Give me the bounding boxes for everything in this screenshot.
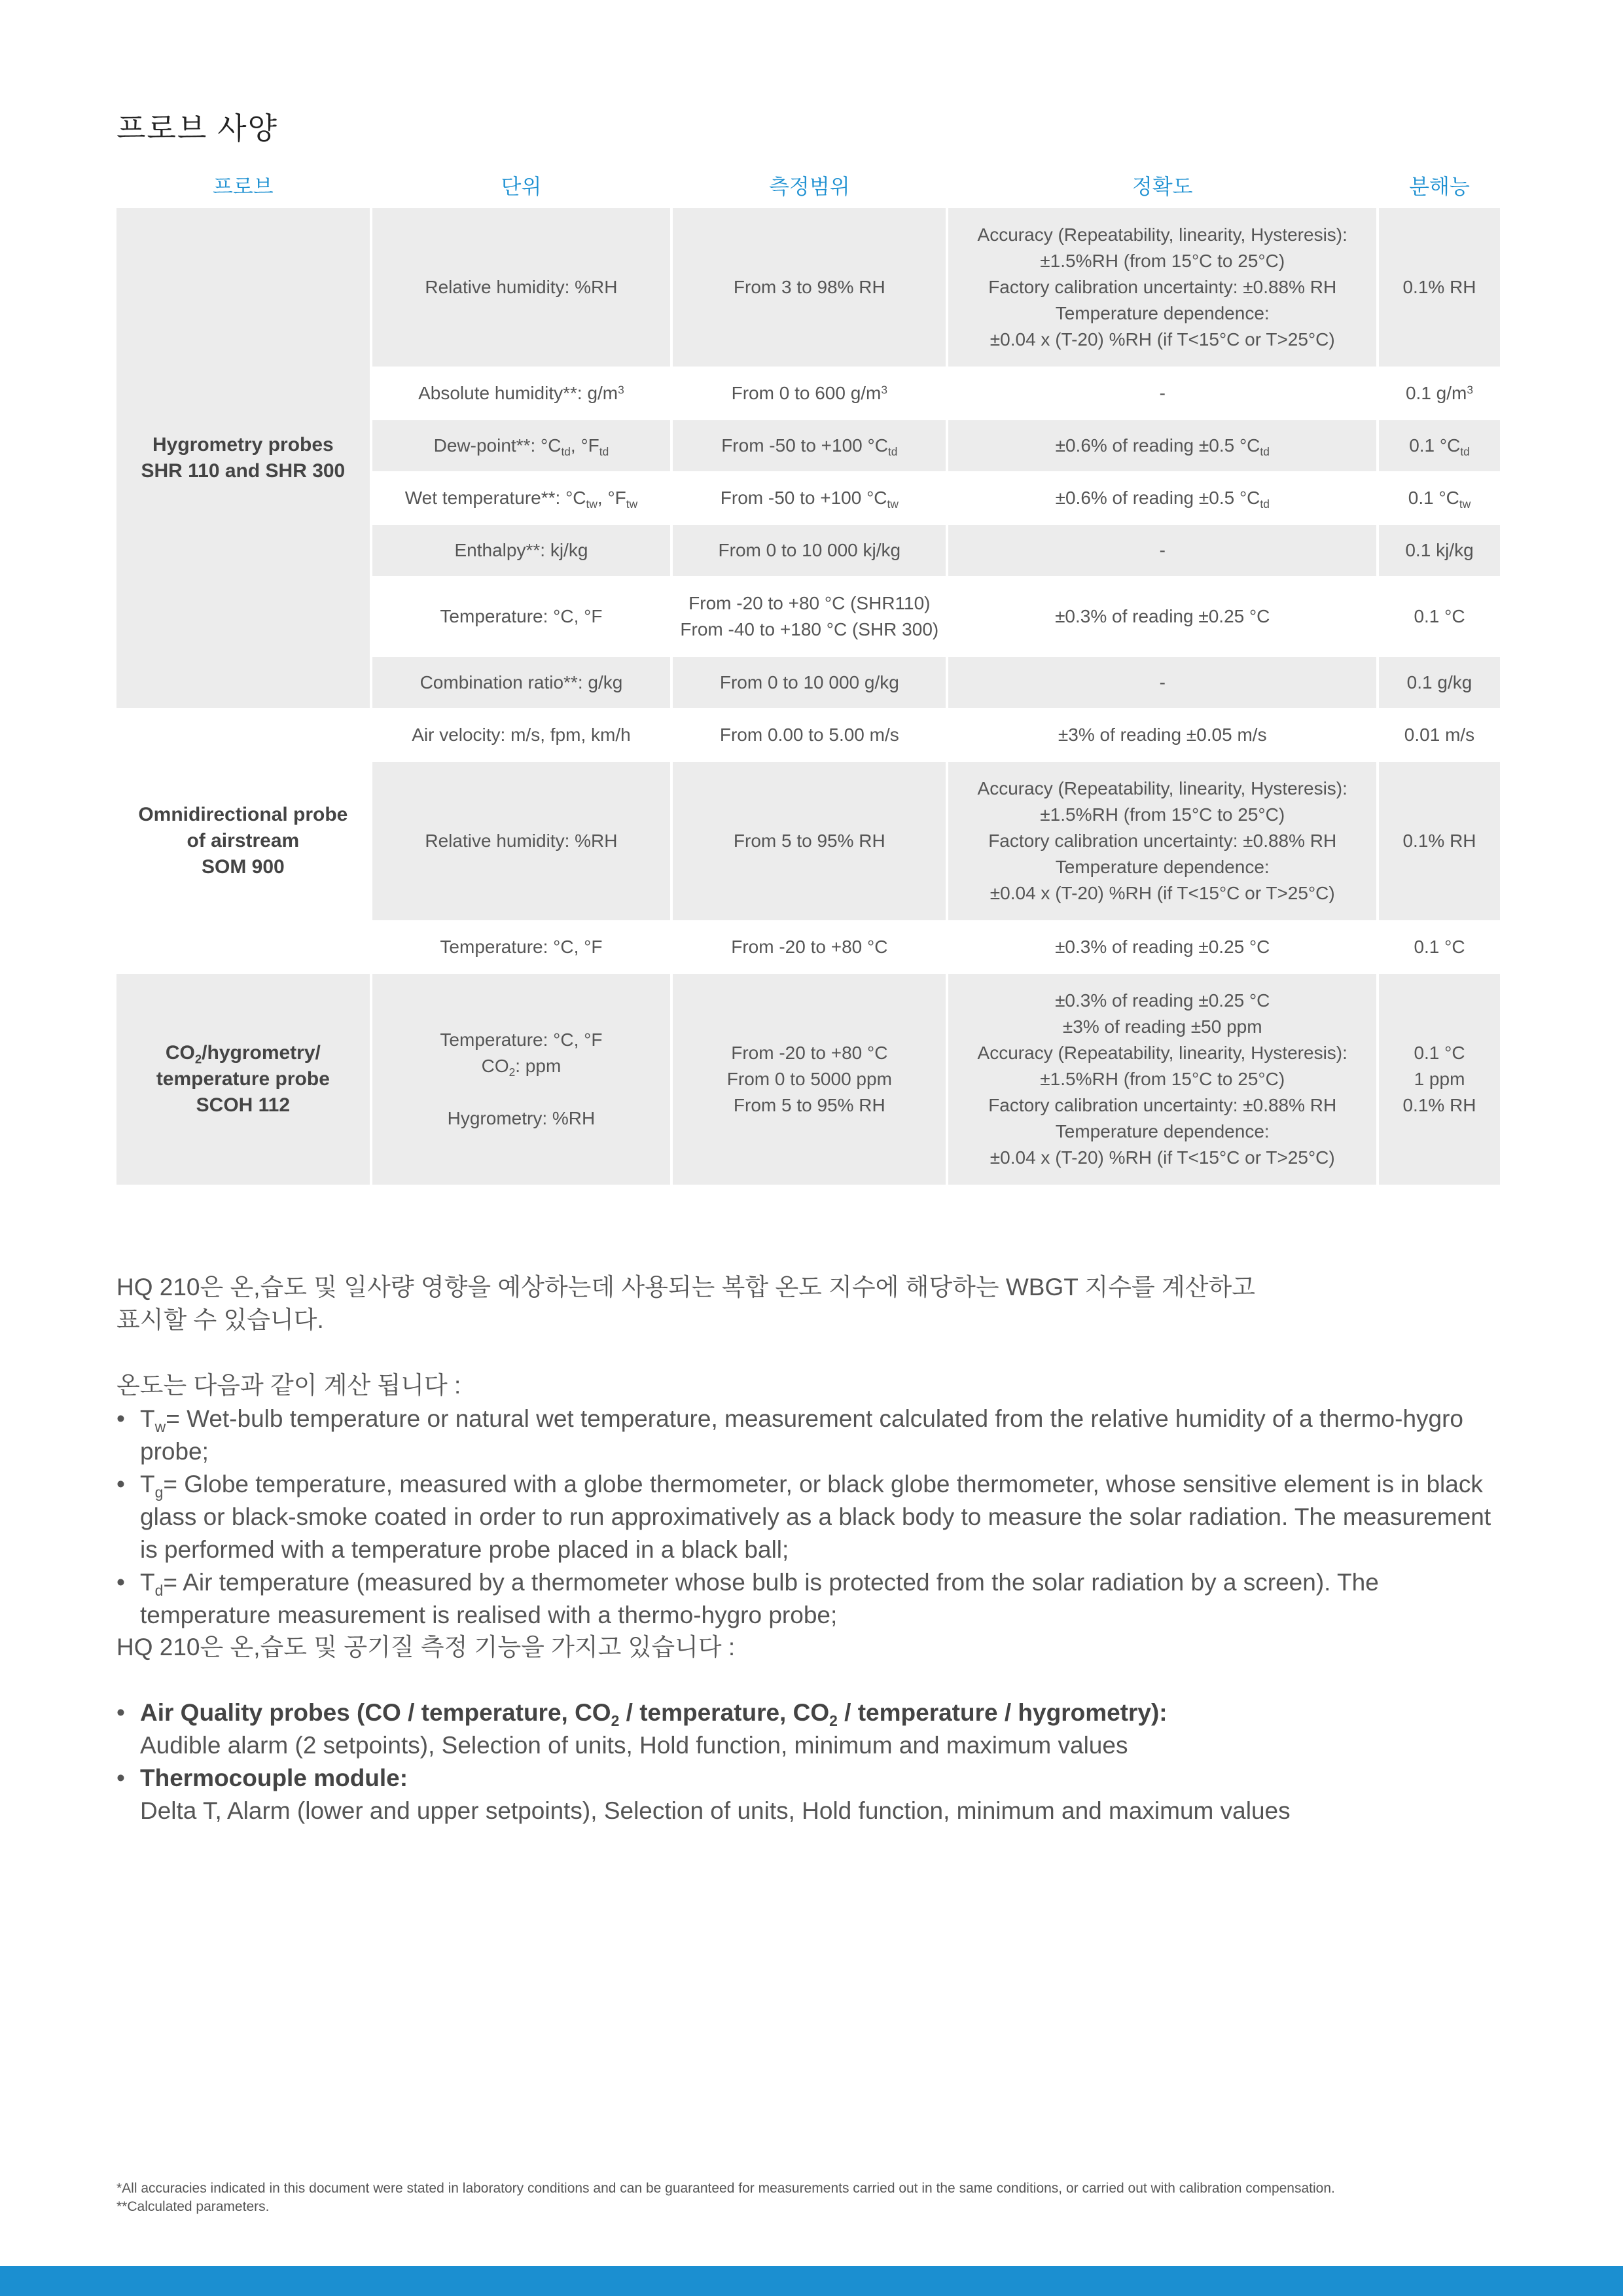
calculation-intro: 온도는 다음과 같이 계산 됩니다 : (116, 1372, 461, 1399)
header-probe: 프로브 (212, 175, 274, 198)
resolution-cell: 0.1 kj/kg (1379, 525, 1500, 576)
unit-cell: Air velocity: m/s, fpm, km/h (412, 725, 631, 745)
range-cell: From 0 to 600 $g/m^3$ (731, 383, 888, 403)
accuracy-cell: ±0.3% of reading ±0.25 °C ±3% of reading ±50 ppm Accuracy (Repeatability, linearity, Hysteresis): ±1.5%RH (from 15°C to 25°C) Factory calibration uncertainty: ±0.88% RH Temperature dependence: ±0.04 x (T-20) %RH (if T<15°C or T>25°C) (948, 974, 1376, 1185)
range-cell: From -20 to +80 °C (731, 937, 888, 957)
list-item: • $T_g=$ Globe temperature, measured with a globe thermometer, or black globe thermometer, whose sensitive element is in black glass or black-smoke coated in order to run approximatively as a black body to measure the solar radiation. The measurement is performed with a temperature probe placed in a black ball; (116, 1468, 1510, 1566)
header-range: 측정범위 (769, 175, 850, 198)
accuracy-cell: ±0.6% of reading ±0.5 $^\circ C_{td}$ (1055, 488, 1270, 511)
table-row (116, 208, 1500, 367)
header-accuracy: 정확도 (1132, 175, 1193, 198)
air-quality-intro: HQ 210은 온,습도 및 공기질 측정 기능을 가지고 있습니다 : (116, 1634, 736, 1660)
header-resolution: 분해능 (1409, 175, 1470, 198)
unit-cell: Absolute humidity**: $g/m^3$ (418, 383, 624, 403)
range-cell: From 3 to 98% RH (673, 208, 946, 367)
list-item (116, 1762, 1510, 1827)
unit-cell: Combination ratio**: g/kg (372, 657, 670, 708)
unit-cell: Enthalpy**: kj/kg (372, 525, 670, 576)
unit-cell: Dew-point**: $^\circ C_{td}$, $^\circ F_{td}$ (372, 420, 670, 471)
resolution-cell: 0.1 g/kg (1379, 657, 1500, 708)
probe-name-co2: $CO_2/hygrometry/$ temperature probe SCOH 112 (116, 974, 370, 1185)
resolution-cell: 0.1 °C (1414, 606, 1465, 626)
range-cell: From -50 to +100 $^\circ C_{tw}$ (720, 488, 899, 511)
probe-name-omnidirectional: Omnidirectional probe of airstream SOM 900 (116, 709, 370, 973)
range-cell: From -20 to +80 °C (SHR110) From -40 to +180 °C (SHR 300) (680, 593, 939, 639)
list-item: • $T_w=$ Wet-bulb temperature or natural wet temperature, measurement calculated from the relative humidity of a thermo-hygro probe; (116, 1403, 1510, 1468)
list-item (116, 1696, 1510, 1762)
footnote-accuracy: *All accuracies indicated in this document were stated in laboratory conditions and can be guaranteed for measurements carried out in the same conditions, or carried out with calibration compensation. (116, 2181, 1335, 2196)
accuracy-cell: ±0.3% of reading ±0.25 °C (1055, 606, 1270, 626)
range-cell: From 0 to 10 000 kj/kg (673, 525, 946, 576)
range-cell: From 5 to 95% RH (673, 762, 946, 920)
accuracy-cell: Accuracy (Repeatability, linearity, Hysteresis): ±1.5%RH (from 15°C to 25°C) Factory calibration uncertainty: ±0.88% RH Temperature dependence: ±0.04 x (T-20) %RH (if T<15°C or T>25°C) (948, 208, 1376, 367)
table-row (116, 709, 1500, 761)
resolution-cell: 0.1% RH (1379, 762, 1500, 920)
header-unit: 단위 (501, 175, 542, 198)
resolution-cell: 0.1 °C 1 ppm 0.1% RH (1379, 974, 1500, 1185)
unit-cell: Temperature: °C, °F $CO_2$: ppm Hygrometry: %RH (372, 974, 670, 1185)
table-header-row (116, 164, 1500, 207)
unit-cell: Relative humidity: %RH (372, 208, 670, 367)
temperature-definitions-list (116, 1403, 1510, 1632)
accuracy-cell: - (1159, 383, 1166, 403)
footnote-calculated: **Calculated parameters. (116, 2199, 270, 2214)
resolution-cell: 0.1% RH (1379, 208, 1500, 367)
features-list (116, 1696, 1510, 1827)
thermocouple-description: Delta T, Alarm (lower and upper setpoints), Selection of units, Hold function, minimum and maximum values (140, 1797, 1291, 1824)
accuracy-cell: - (948, 657, 1376, 708)
resolution-cell: 0.1 $^\circ C_{tw}$ (1408, 488, 1471, 511)
range-cell: From -50 to +100 $^\circ C_{td}$ (673, 420, 946, 471)
table-row (116, 974, 1500, 1185)
range-cell: From 0 to 10 000 g/kg (673, 657, 946, 708)
accuracy-cell: - (948, 525, 1376, 576)
unit-cell: Relative humidity: %RH (372, 762, 670, 920)
page-title: 프로브 사양 (116, 111, 278, 145)
unit-cell: Temperature: °C, °F (440, 937, 603, 957)
list-item: • $T_d=$ Air temperature (measured by a thermometer whose bulb is protected from the solar radiation by a screen). The temperature measurement is realised with a thermo-hygro probe; (116, 1566, 1510, 1632)
unit-cell: Wet temperature**: $^\circ C_{tw}$, $^\circ F_{tw}$ (404, 488, 638, 511)
air-quality-heading: Air Quality probes (CO / temperature, $CO_2$ / temperature, $CO_2$ / temperature / hygrometry): (140, 1699, 1168, 1730)
footer-bar (0, 2266, 1623, 2296)
probe-spec-table (114, 162, 1503, 1186)
thermocouple-heading: Thermocouple module: (140, 1765, 408, 1791)
accuracy-cell: ±0.3% of reading ±0.25 °C (1055, 937, 1270, 957)
accuracy-cell: Accuracy (Repeatability, linearity, Hysteresis): ±1.5%RH (from 15°C to 25°C) Factory calibration uncertainty: ±0.88% RH Temperature dependence: ±0.04 x (T-20) %RH (if T<15°C or T>25°C) (948, 762, 1376, 920)
accuracy-cell: ±3% of reading ±0.05 m/s (1058, 725, 1267, 745)
wbgt-paragraph: HQ 210은 온,습도 및 일사량 영향을 예상하는데 사용되는 복합 온도 지수에 해당하는 WBGT 지수를 계산하고 표시할 수 있습니다. (116, 1274, 1255, 1333)
range-cell: From 0.00 to 5.00 m/s (719, 725, 899, 745)
range-cell: From -20 to +80 °C From 0 to 5000 ppm From 5 to 95% RH (673, 974, 946, 1185)
unit-cell: Temperature: °C, °F (440, 606, 603, 626)
probe-name-hygrometry: Hygrometry probes SHR 110 and SHR 300 (116, 208, 370, 708)
resolution-cell: 0.01 m/s (1404, 725, 1475, 745)
air-quality-description: Audible alarm (2 setpoints), Selection of units, Hold function, minimum and maximum values (140, 1732, 1128, 1759)
accuracy-cell: ±0.6% of reading ±0.5 $^\circ C_{td}$ (948, 420, 1376, 471)
resolution-cell: 0.1 $g/m^3$ (1405, 383, 1474, 403)
resolution-cell: 0.1 $^\circ C_{td}$ (1379, 420, 1500, 471)
resolution-cell: 0.1 °C (1414, 937, 1465, 957)
